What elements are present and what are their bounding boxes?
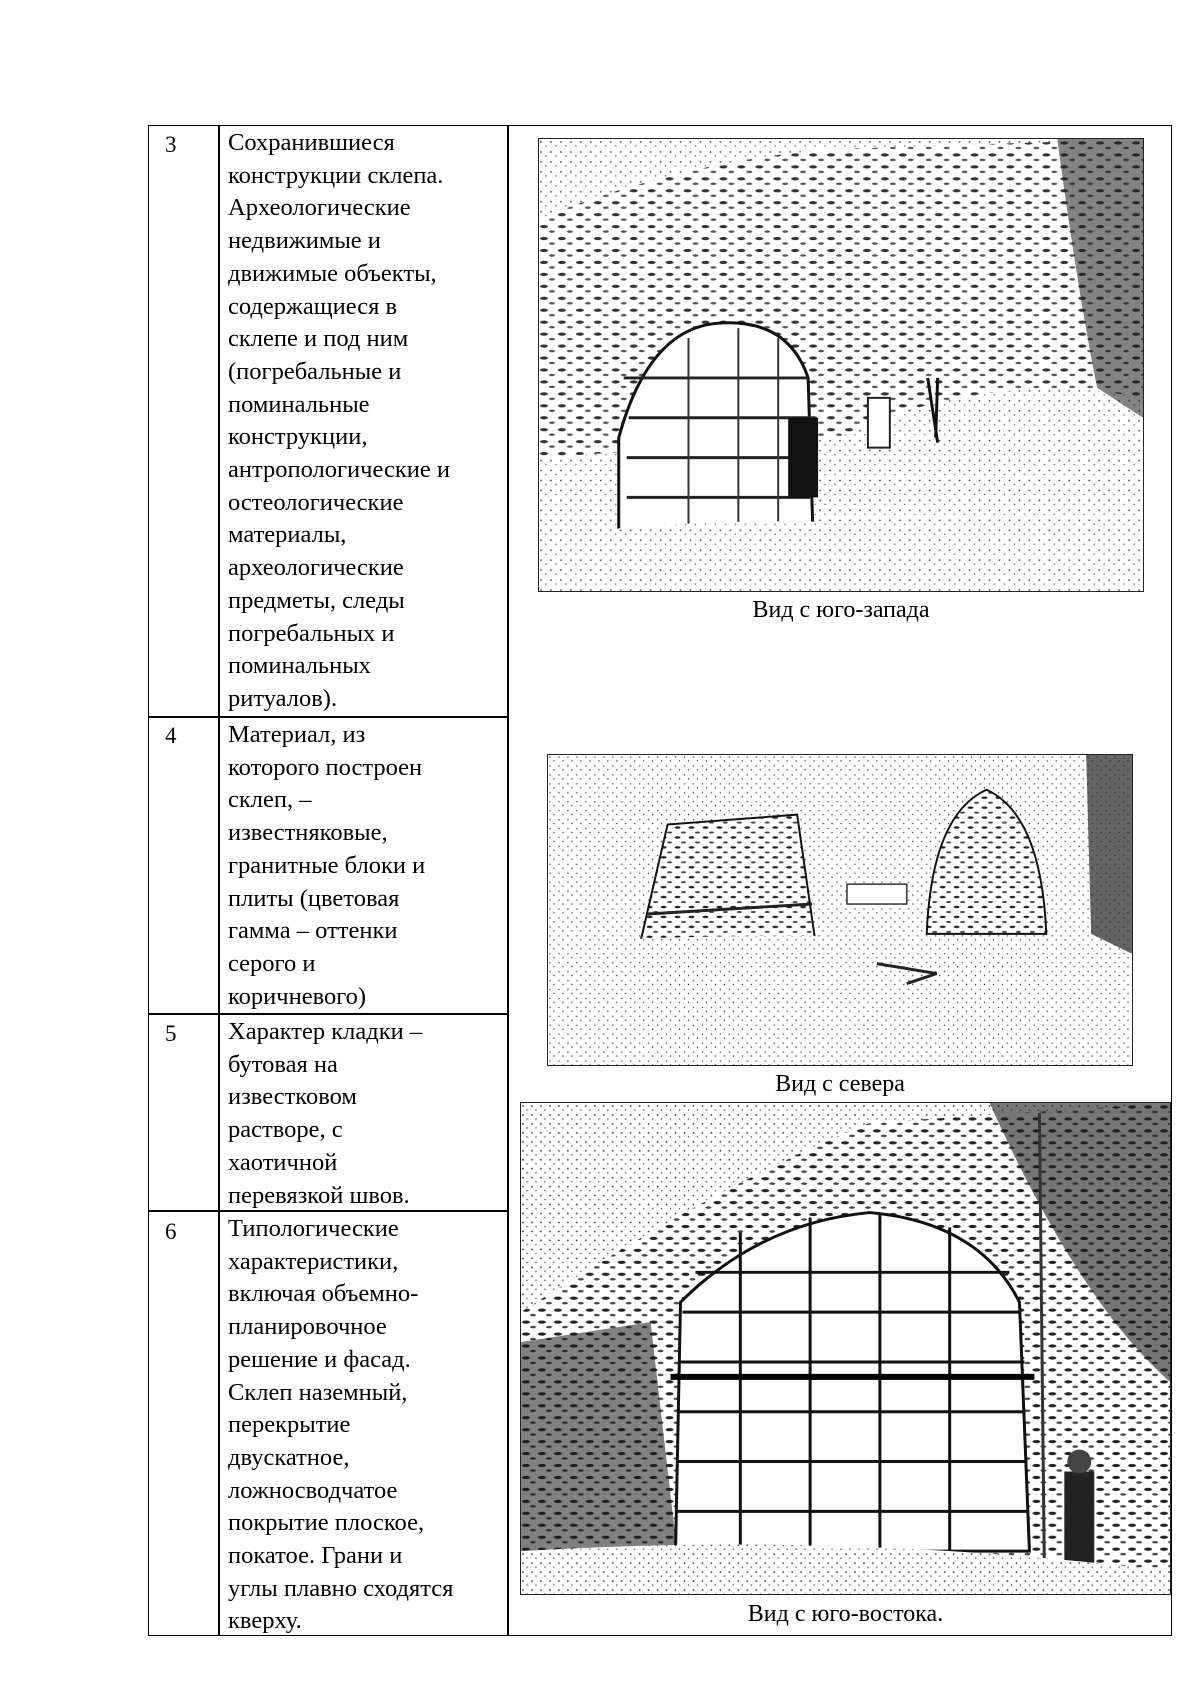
row-divider-1	[148, 716, 508, 718]
photo-southeast-view	[520, 1102, 1171, 1595]
column-divider-photos	[507, 125, 509, 1636]
caption-southwest-view: Вид с юго-запада	[752, 597, 930, 623]
row-text-3: Сохранившиеся конструкции склепа. Археологические недвижимые и движимые объекты, содержащиеся в склепе и под ним (погребальные и поминальные конструкции, антропологические и остеологические материалы, археологические предметы, следы погребальных и поминальных ритуалов).	[228, 129, 450, 712]
row-text-5: Характер кладки – бутовая на известковом растворе, с хаотичной перевязкой швов.	[228, 1018, 423, 1209]
caption-southeast-view: Вид с юго-востока.	[747, 1601, 944, 1627]
photo-north-view	[547, 754, 1133, 1066]
row-text-6: Типологические характеристики, включая объемно- планировочное решение и фасад. Склеп наземный, перекрытие двускатное, ложносводчатое покрытие плоское, покатое. Грани и углы плавно сходятся кверху.	[228, 1215, 454, 1635]
row-text-4: Материал, из которого построен склеп, – известняковые, гранитные блоки и плиты (цветовая гамма – оттенки серого и коричневого)	[228, 721, 426, 1010]
column-divider-number	[218, 125, 220, 1636]
photo-southwest-view	[538, 138, 1144, 592]
row-number-3: 3	[165, 132, 177, 157]
row-number-5: 5	[165, 1021, 177, 1046]
caption-north-view: Вид с севера	[775, 1071, 905, 1097]
row-number-4: 4	[165, 723, 177, 748]
row-number-6: 6	[165, 1219, 177, 1244]
